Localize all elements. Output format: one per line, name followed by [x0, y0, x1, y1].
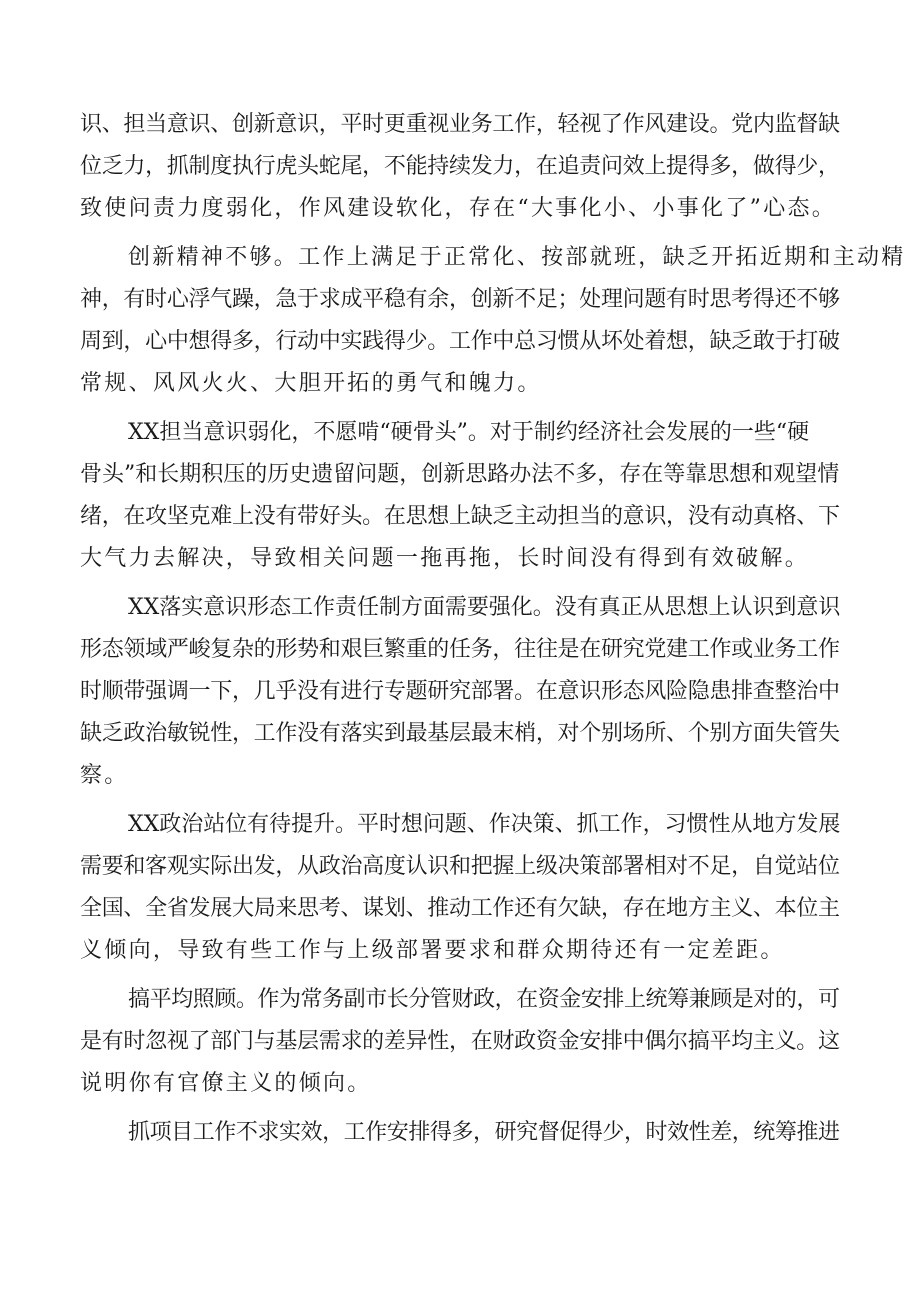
text-line: 致使问责力度弱化，作风建设软化，存在“大事化小、小事化了”心态。 [80, 196, 837, 221]
text-line: 需要和客观实际出发，从政治高度认识和把握上级决策部署相对不足，自觉站位 [80, 854, 840, 879]
text-line: 形态领域严峻复杂的形势和艰巨繁重的任务，往往是在研究党建工作或业务工作 [80, 637, 840, 662]
paragraph-gap [80, 580, 840, 587]
text-line: 缺乏政治敏锐性，工作没有落实到最基层最末梢，对个别场所、个别方面失管失 [80, 721, 840, 746]
paragraph-gap [80, 1105, 840, 1112]
text-line: 神，有时心浮气躁，急于求成平稳有余，创新不足；处理问题有时思考得还不够 [80, 287, 840, 312]
text-line: 绪，在攻坚克难上没有带好头。在思想上缺乏主动担当的意识，没有动真格、下 [80, 504, 840, 529]
paragraph-3 [80, 412, 840, 580]
text-line: 全国、全省发展大局来思考、谋划、推动工作还有欠缺，存在地方主义、本位主 [80, 896, 840, 921]
text-line: XX担当意识弱化，不愿啃“硬骨头”。对于制约经济社会发展的一些“硬 [128, 420, 810, 445]
text-line: 是有时忽视了部门与基层需求的差异性，在财政资金安排中偶尔搞平均主义。这 [80, 1029, 840, 1054]
paragraph-6 [80, 979, 840, 1105]
text-line: 搞平均照顾。作为常务副市长分管财政，在资金安排上统筹兼顾是对的，可 [128, 987, 840, 1012]
paragraph-4 [80, 587, 840, 797]
paragraph-5 [80, 804, 840, 972]
text-line: 创新精神不够。工作上满足于正常化、按部就班，缺乏开拓近期和主动精 [128, 245, 906, 270]
text-line: XX政治站位有待提升。平时想问题、作决策、抓工作，习惯性从地方发展 [128, 812, 841, 837]
text-line: 周到，心中想得多，行动中实践得少。工作中总习惯从坏处着想，缺乏敢于打破 [80, 329, 840, 354]
paragraph-gap [80, 972, 840, 979]
text-line: 骨头”和长期积压的历史遗留问题，创新思路办法不多，存在等靠思想和观望情 [80, 462, 840, 487]
text-line: 识、担当意识、创新意识，平时更重视业务工作，轻视了作风建设。党内监督缺 [80, 112, 840, 137]
paragraph-7 [80, 1112, 840, 1154]
paragraph-2 [80, 237, 906, 405]
text-line: 义倾向，导致有些工作与上级部署要求和群众期待还有一定差距。 [80, 938, 785, 963]
text-line: 大气力去解决，导致相关问题一拖再拖，长时间没有得到有效破解。 [80, 546, 810, 571]
text-line: 位乏力，抓制度执行虎头蛇尾，不能持续发力，在追责问效上提得多，做得少， [80, 154, 840, 179]
paragraph-gap [80, 797, 840, 804]
text-line: 常规、风风火火、大胆开拓的勇气和魄力。 [80, 371, 542, 396]
text-line: XX落实意识形态工作责任制方面需要强化。没有真正从思想上认识到意识 [128, 595, 841, 620]
paragraph-gap [80, 405, 840, 412]
text-line: 察。 [80, 763, 129, 788]
text-line: 时顺带强调一下，几乎没有进行专题研究部署。在意识形态风险隐患排查整治中 [80, 679, 840, 704]
document-body [80, 104, 906, 1154]
text-line: 抓项目工作不求实效，工作安排得多，研究督促得少，时效性差，统筹推进 [128, 1120, 840, 1145]
paragraph-gap [80, 230, 840, 237]
paragraph-1 [80, 104, 840, 230]
text-line: 说明你有官僚主义的倾向。 [80, 1071, 372, 1096]
